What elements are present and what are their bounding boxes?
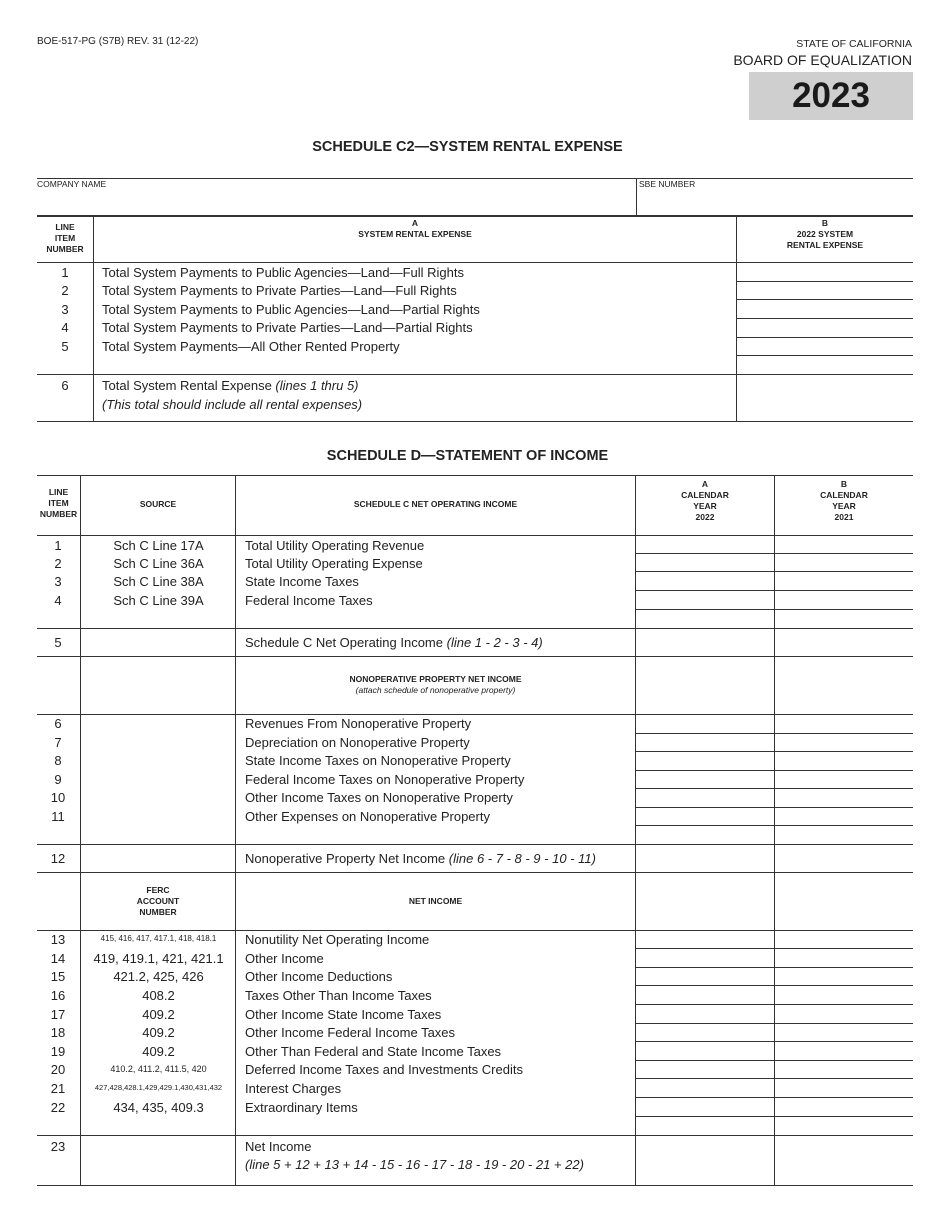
d-ferc-account: 419, 419.1, 421, 421.1: [93, 951, 224, 966]
c2-line-desc: Total System Payments to Public Agencies—Land—Full Rights: [102, 265, 465, 280]
d-line-number: 9: [54, 772, 62, 787]
d-line12-b-input[interactable]: [775, 845, 913, 872]
d-col-a-header: A CALENDAR YEAR 2022: [681, 479, 729, 522]
d-line-desc: Total Utility Operating Expense: [245, 556, 423, 571]
d-line10-a-input[interactable]: [636, 789, 774, 807]
c2-total-note: (This total should include all rental expenses): [102, 397, 363, 412]
d-line-desc: Deferred Income Taxes and Investments Credits: [245, 1062, 523, 1077]
d-line-number: 15: [50, 969, 66, 984]
d-line-number: 21: [50, 1081, 66, 1096]
d-line14-a-input[interactable]: [636, 949, 774, 967]
d-source: Sch C Line 17A: [113, 538, 204, 553]
d-line-number: 16: [50, 988, 66, 1003]
board-label: BOARD OF EQUALIZATION: [733, 52, 912, 68]
d-ferc-account: 427,428,428.1,429,429.1,430,431,432: [94, 1083, 223, 1092]
d-line-desc: Nonutility Net Operating Income: [245, 932, 430, 947]
d-line2-a-input[interactable]: [636, 554, 774, 571]
d-line12-desc: Nonoperative Property Net Income (line 6 - 7 - 8 - 9 - 10 - 11): [245, 851, 596, 866]
year-badge: 2023: [749, 72, 913, 120]
d-line23-formula: (line 5 + 12 + 13 + 14 - 15 - 16 - 17 - 18 - 19 - 20 - 21 + 22): [245, 1157, 584, 1172]
d-line8-b-input[interactable]: [775, 752, 913, 770]
d-line-number: 7: [54, 735, 62, 750]
d-line2-b-input[interactable]: [775, 554, 913, 571]
d-line10-b-input[interactable]: [775, 789, 913, 807]
d-line17-a-input[interactable]: [636, 1005, 774, 1023]
d-line4-a-input[interactable]: [636, 591, 774, 609]
net-income-header: NET INCOME: [408, 896, 463, 906]
d-line-desc: Other Income Taxes on Nonoperative Property: [245, 790, 513, 805]
d-line15-a-input[interactable]: [636, 968, 774, 985]
c2-line-number: 4: [61, 320, 69, 335]
d-line17-b-input[interactable]: [775, 1005, 913, 1023]
d-line1-a-input[interactable]: [636, 536, 774, 553]
d-ferc-account: 409.2: [142, 1025, 175, 1040]
d-ferc-account: 409.2: [142, 1007, 175, 1022]
d-line19-b-input[interactable]: [775, 1042, 913, 1060]
d-line9-b-input[interactable]: [775, 771, 913, 788]
ferc-account-header: FERC ACCOUNT NUMBER: [136, 885, 180, 917]
d-line-number: 20: [50, 1062, 66, 1077]
d-line20-b-input[interactable]: [775, 1061, 913, 1078]
form-id: BOE-517-PG (S7B) REV. 31 (12-22): [37, 36, 199, 47]
d-col-b-header: B CALENDAR YEAR 2021: [820, 479, 868, 522]
d-line-number: 23: [50, 1139, 66, 1154]
d-line8-a-input[interactable]: [636, 752, 774, 770]
d-source: Sch C Line 39A: [113, 593, 204, 608]
d-line-number: 5: [54, 635, 62, 650]
c2-line-number: 5: [61, 339, 69, 354]
company-name-label: COMPANY NAME: [37, 179, 107, 189]
d-line-desc: Taxes Other Than Income Taxes: [245, 988, 432, 1003]
d-line6-a-input[interactable]: [636, 715, 774, 733]
d-line18-a-input[interactable]: [636, 1024, 774, 1041]
d-line-desc: Other Income Deductions: [245, 969, 393, 984]
d-col-line-header: LINE ITEM NUMBER: [39, 487, 78, 519]
c2-col-b-header: B 2022 SYSTEM RENTAL EXPENSE: [786, 218, 864, 250]
sbe-number-label: SBE NUMBER: [639, 179, 696, 189]
d-line-desc: Total Utility Operating Revenue: [245, 538, 425, 553]
d-line21-b-input[interactable]: [775, 1079, 913, 1097]
d-line-desc: Other Expenses on Nonoperative Property: [245, 809, 490, 824]
c2-line-number: 6: [61, 378, 69, 393]
d-line-desc: State Income Taxes: [245, 574, 359, 589]
c2-line6-input[interactable]: [737, 375, 913, 421]
d-line3-b-input[interactable]: [775, 572, 913, 590]
d-line6-b-input[interactable]: [775, 715, 913, 733]
d-ferc-account: 421.2, 425, 426: [113, 969, 204, 984]
d-line9-a-input[interactable]: [636, 771, 774, 788]
d-line15-b-input[interactable]: [775, 968, 913, 985]
c2-total-desc: Total System Rental Expense (lines 1 thru 5): [102, 378, 359, 393]
d-line23-b-input[interactable]: [775, 1136, 913, 1185]
d-line5-a-input[interactable]: [636, 629, 774, 656]
d-line4-b-input[interactable]: [775, 591, 913, 609]
d-line18-b-input[interactable]: [775, 1024, 913, 1041]
d-line-desc: State Income Taxes on Nonoperative Property: [245, 753, 511, 768]
c2-line-number: 2: [61, 283, 69, 298]
c2-line-desc: Total System Payments to Private Parties—Land—Full Rights: [102, 283, 457, 298]
d-line-number: 10: [50, 790, 66, 805]
d-line7-b-input[interactable]: [775, 734, 913, 751]
d-line23-desc: Net Income: [245, 1139, 312, 1154]
d-line-desc: Other Income Federal Income Taxes: [245, 1025, 456, 1040]
d-line11-b-input[interactable]: [775, 808, 913, 825]
d-line-desc: Extraordinary Items: [245, 1100, 358, 1115]
d-line-number: 3: [54, 574, 62, 589]
d-ferc-account: 409.2: [142, 1044, 175, 1059]
c2-line-desc: Total System Payments—All Other Rented Property: [102, 339, 400, 354]
d-line-number: 8: [54, 753, 62, 768]
c2-line4-input[interactable]: [737, 319, 913, 337]
d-line20-a-input[interactable]: [636, 1061, 774, 1078]
d-line-desc: Interest Charges: [245, 1081, 342, 1096]
d-line14-b-input[interactable]: [775, 949, 913, 967]
d-line-number: 17: [50, 1007, 66, 1022]
d-line-number: 22: [50, 1100, 66, 1115]
d-line-number: 11: [51, 809, 65, 824]
d-line-desc: Federal Income Taxes on Nonoperative Property: [245, 772, 525, 787]
d-line-desc: Revenues From Nonoperative Property: [245, 716, 472, 731]
d-line-number: 13: [50, 932, 66, 947]
d-line12-a-input[interactable]: [636, 845, 774, 872]
d-line22-a-input[interactable]: [636, 1098, 774, 1116]
d-line5-desc: Schedule C Net Operating Income (line 1 - 2 - 3 - 4): [245, 635, 543, 650]
nonop-title: NONOPERATIVE PROPERTY NET INCOME: [349, 674, 522, 684]
d-line22-b-input[interactable]: [775, 1098, 913, 1116]
sbe-number-field[interactable]: [638, 190, 912, 214]
d-line16-b-input[interactable]: [775, 986, 913, 1004]
c2-line5-input[interactable]: [737, 338, 913, 355]
d-col-source-header: SOURCE: [139, 499, 177, 509]
d-col-desc-header: SCHEDULE C NET OPERATING INCOME: [353, 499, 518, 509]
d-line-desc: Federal Income Taxes: [245, 593, 373, 608]
d-ferc-account: 434, 435, 409.3: [113, 1100, 204, 1115]
c2-col-a-header: A SYSTEM RENTAL EXPENSE: [358, 218, 472, 239]
c2-line3-input[interactable]: [737, 300, 913, 318]
d-line-desc: Depreciation on Nonoperative Property: [245, 735, 470, 750]
d-line-number: 4: [54, 593, 62, 608]
d-line11-a-input[interactable]: [636, 808, 774, 825]
d-line-desc: Other Income State Income Taxes: [245, 1007, 442, 1022]
c2-line-number: 1: [61, 265, 69, 280]
schedule-d-title: SCHEDULE D—STATEMENT OF INCOME: [326, 448, 609, 464]
d-line21-a-input[interactable]: [636, 1079, 774, 1097]
d-line-number: 14: [50, 951, 66, 966]
c2-line2-input[interactable]: [737, 282, 913, 299]
d-line-number: 2: [54, 556, 62, 571]
d-ferc-account: 408.2: [142, 988, 175, 1003]
d-source: Sch C Line 36A: [113, 556, 204, 571]
d-line-desc: Other Income: [245, 951, 324, 966]
d-line-number: 19: [50, 1044, 66, 1059]
d-line16-a-input[interactable]: [636, 986, 774, 1004]
d-line13-a-input[interactable]: [636, 931, 774, 948]
d-line-number: 6: [54, 716, 62, 731]
c2-line-number: 3: [61, 302, 69, 317]
d-source: Sch C Line 38A: [113, 574, 204, 589]
d-line5-b-input[interactable]: [775, 629, 913, 656]
d-line7-a-input[interactable]: [636, 734, 774, 751]
c2-line-desc: Total System Payments to Public Agencies—Land—Partial Rights: [102, 302, 480, 317]
c2-line-desc: Total System Payments to Private Parties—Land—Partial Rights: [102, 320, 473, 335]
d-line13-b-input[interactable]: [775, 931, 913, 948]
d-line23-a-input[interactable]: [636, 1136, 774, 1185]
c2-line1-input[interactable]: [737, 263, 913, 281]
d-line19-a-input[interactable]: [636, 1042, 774, 1060]
d-ferc-account: 415, 416, 417, 417.1, 418, 418.1: [100, 934, 217, 943]
d-line-number: 1: [54, 538, 62, 553]
d-line-number: 12: [50, 851, 66, 866]
c2-col-line-header: LINE ITEM NUMBER: [46, 222, 84, 254]
d-line-number: 18: [50, 1025, 66, 1040]
d-ferc-account: 410.2, 411.2, 411.5, 420: [110, 1064, 207, 1074]
d-line3-a-input[interactable]: [636, 572, 774, 590]
schedule-c2-title: SCHEDULE C2—SYSTEM RENTAL EXPENSE: [312, 139, 623, 155]
d-line1-b-input[interactable]: [775, 536, 913, 553]
nonop-subtitle: (attach schedule of nonoperative property): [355, 685, 516, 695]
company-name-field[interactable]: [37, 190, 635, 214]
state-label: STATE OF CALIFORNIA: [796, 38, 912, 50]
d-line-desc: Other Than Federal and State Income Taxes: [245, 1044, 502, 1059]
